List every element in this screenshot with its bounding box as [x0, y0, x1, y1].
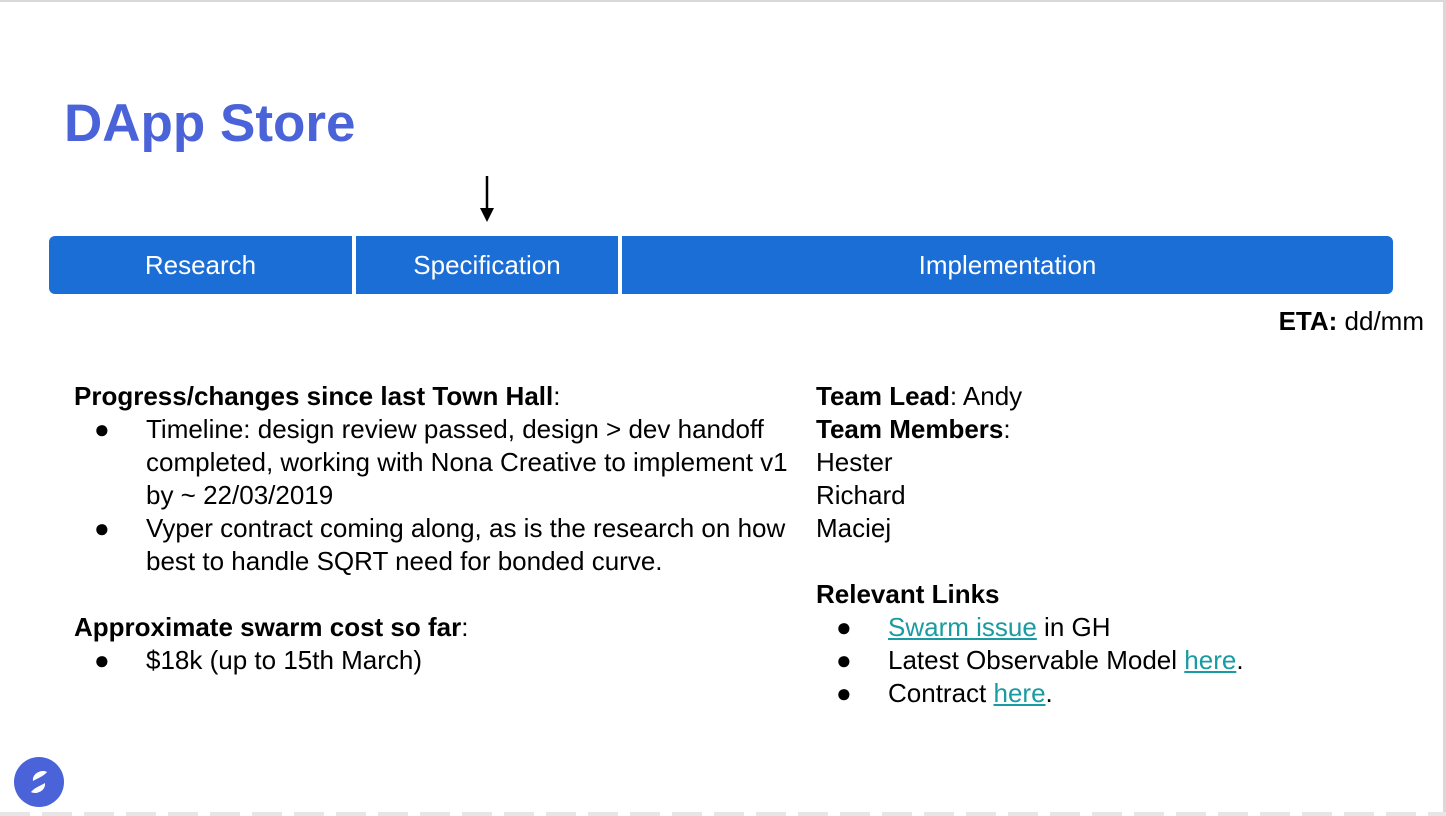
phase-bar [49, 236, 1393, 294]
bullet-icon: ● [94, 645, 110, 675]
contract-link[interactable]: here [993, 678, 1046, 708]
bullet-icon: ● [836, 645, 852, 675]
list-item: ● Timeline: design review passed, design > dev handoff completed, working with Nona Creative to implement v1 by ~ 22/03/2019 [94, 414, 788, 510]
bullet-icon: ● [836, 678, 852, 708]
bullet-icon: ● [94, 513, 110, 543]
bullet-icon: ● [94, 414, 110, 444]
left-column [74, 380, 794, 677]
eta [1279, 306, 1424, 337]
swarm-issue-link[interactable]: Swarm issue [888, 612, 1037, 642]
cost-list [74, 644, 794, 677]
list-item: ● Contract here. [836, 678, 1053, 708]
observable-model-link[interactable]: here [1184, 645, 1237, 675]
team-member: Hester [816, 447, 893, 477]
progress-heading: Progress/changes since last Town Hall: [74, 381, 561, 411]
phase-specification: Specification [356, 236, 618, 294]
list-item: ● Vyper contract coming along, as is the research on how best to handle SQRT need for bonded curve. [94, 513, 786, 576]
team-member: Maciej [816, 513, 892, 543]
footer-divider [0, 812, 1446, 816]
phase-implementation: Implementation [622, 236, 1393, 294]
status-logo-icon [14, 757, 64, 807]
team-members-heading: Team Members: [816, 414, 1011, 444]
links-list [816, 611, 1416, 710]
eta-label: ETA: [1278, 306, 1338, 336]
links-heading: Relevant Links [816, 579, 1000, 609]
eta-value: dd/mm [1344, 306, 1424, 336]
down-arrow-icon [477, 176, 497, 224]
bullet-icon: ● [836, 612, 852, 642]
list-item: ● Swarm issue in GH [836, 612, 1111, 642]
cost-heading: Approximate swarm cost so far: [74, 612, 469, 642]
team-lead: Team Lead: Andy [816, 381, 1023, 411]
phase-research: Research [49, 236, 352, 294]
progress-list [74, 413, 794, 578]
list-item: ● $18k (up to 15th March) [94, 645, 423, 675]
slide-title: DApp Store [64, 94, 356, 153]
team-member: Richard [816, 480, 906, 510]
list-item: ● Latest Observable Model here. [836, 645, 1244, 675]
right-column [816, 380, 1416, 710]
